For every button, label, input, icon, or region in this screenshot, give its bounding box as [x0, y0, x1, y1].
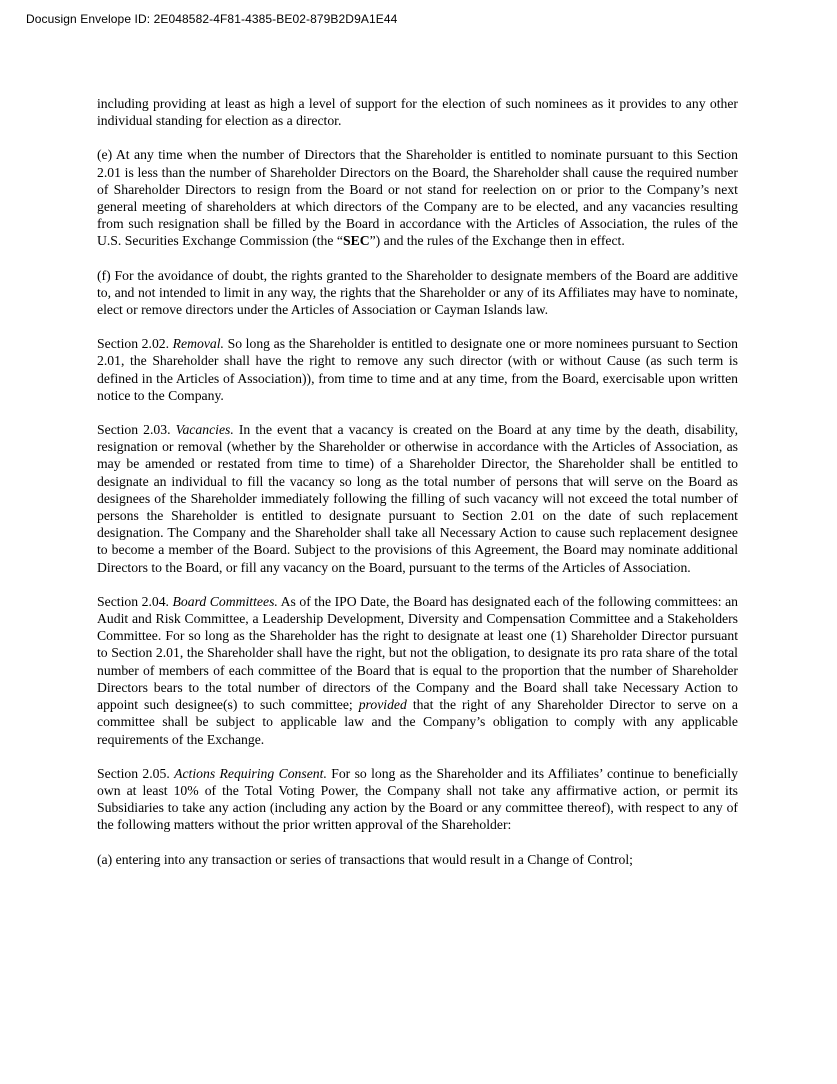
text-segment: For so long as the Shareholder and its Affiliates’ continue to beneficially own at least 10% of the Total Voting Power, the Company shall not take any affirmative action, or permit its Subsidiaries to take any action (including any action by the Board or any committee thereof), with respect to any of the following matters without the prior written approval of the Shareholder: [97, 765, 738, 833]
paragraph [97, 95, 738, 129]
text-segment: (a) entering into any transaction or series of transactions that would result in a Change of Control; [97, 851, 633, 867]
text-segment: Section 2.04. [97, 593, 173, 609]
text-segment: Section 2.03. [97, 422, 176, 438]
paragraph [97, 765, 738, 834]
paragraph [97, 421, 738, 576]
document-body [97, 95, 738, 868]
text-segment: ”) and the rules of the Exchange then in effect. [369, 233, 625, 249]
text-segment: As of the IPO Date, the Board has designated each of the following committees: an Audit and Risk Committee, a Leadership Development, Diversity and Compensation Committee and a Stakeholders Committee. For so long as the Shareholder has the right to designate at least one (1) Shareholder Director pursuant to Section 2.01, the Shareholder shall have the right, but not the obligation, to designate its pro rata share of the total number of members of each committee of the Board that is equal to the proportion that the number of Shareholder Directors bears to the total number of directors of the Company and the Board shall take Necessary Action to appoint such designee(s) to such committee; [97, 593, 738, 713]
text-segment: Actions Requiring Consent. [174, 765, 327, 781]
text-segment: that the right of any Shareholder Director to serve on a committee shall be subject to applicable law and the Company’s obligation to comply with any applicable requirements of the Exchange. [97, 697, 738, 747]
text-segment: In the event that a vacancy is created on the Board at any time by the death, disability, resignation or removal (whether by the Shareholder or otherwise in accordance with the Articles of Association, as may be amended or restated from time to time) of a Shareholder Director, the Shareholder shall be entitled to designate an individual to fill the vacancy so long as the total number of persons that will serve on the Board as designees of the Shareholder immediately following the filling of such vacancy will not exceed the total number of persons the Shareholder is entitled to designate pursuant to Section 2.01 on the date of such replacement designation. The Company and the Shareholder shall take all Necessary Action to cause such replacement designee to become a member of the Board. Subject to the provisions of this Agreement, the Board may nominate additional Directors to the Board, or fill any vacancy on the Board, pursuant to the terms of the Articles of Association. [97, 422, 739, 575]
text-segment: Board Committees. [172, 593, 278, 609]
text-segment: Removal. [172, 336, 224, 352]
text-segment: Section 2.05. [97, 765, 175, 781]
paragraph [97, 335, 738, 404]
text-segment: So long as the Shareholder is entitled to designate one or more nominees pursuant to Section 2.01, the Shareholder shall have the right to remove any such director (with or without Cause (as such term is defined in the Articles of Association)), from time to time and at any time, from the Board, exercisable upon written notice to the Company. [97, 336, 738, 403]
text-segment: provided [358, 697, 407, 713]
docusign-envelope-id: Docusign Envelope ID: 2E048582-4F81-4385-BE02-879B2D9A1E44 [26, 12, 398, 26]
text-segment: SEC [342, 233, 370, 249]
paragraph [97, 146, 738, 249]
text-segment: (e) At any time when the number of Directors that the Shareholder is entitled to nominate pursuant to this Section 2.01 is less than the number of Shareholder Directors on the Board, the Shareholder shall cause the required number of Shareholder Directors to resign from the Board or not stand for reelection on or prior to the Company’s next general meeting of shareholders at which directors of the Company are to be elected, and any vacancies resulting from such resignation shall be filled by the Board in accordance with the Articles of Association, the rules of the U.S. Securities Exchange Commission (the “ [97, 147, 738, 249]
text-segment: (f) For the avoidance of doubt, the rights granted to the Shareholder to designate members of the Board are additive to, and not intended to limit in any way, the rights that the Shareholder or any of its Affiliates may have to nominate, elect or remove directors under the Articles of Association or Cayman Islands law. [97, 267, 738, 318]
text-segment: Vacancies. [175, 422, 234, 438]
paragraph [97, 851, 738, 868]
paragraph [97, 593, 738, 748]
text-segment: including providing at least as high a level of support for the election of such nominees as it provides to any other individual standing for election as a director. [97, 96, 738, 129]
paragraph [97, 267, 738, 319]
text-segment: Section 2.02. [97, 336, 173, 352]
